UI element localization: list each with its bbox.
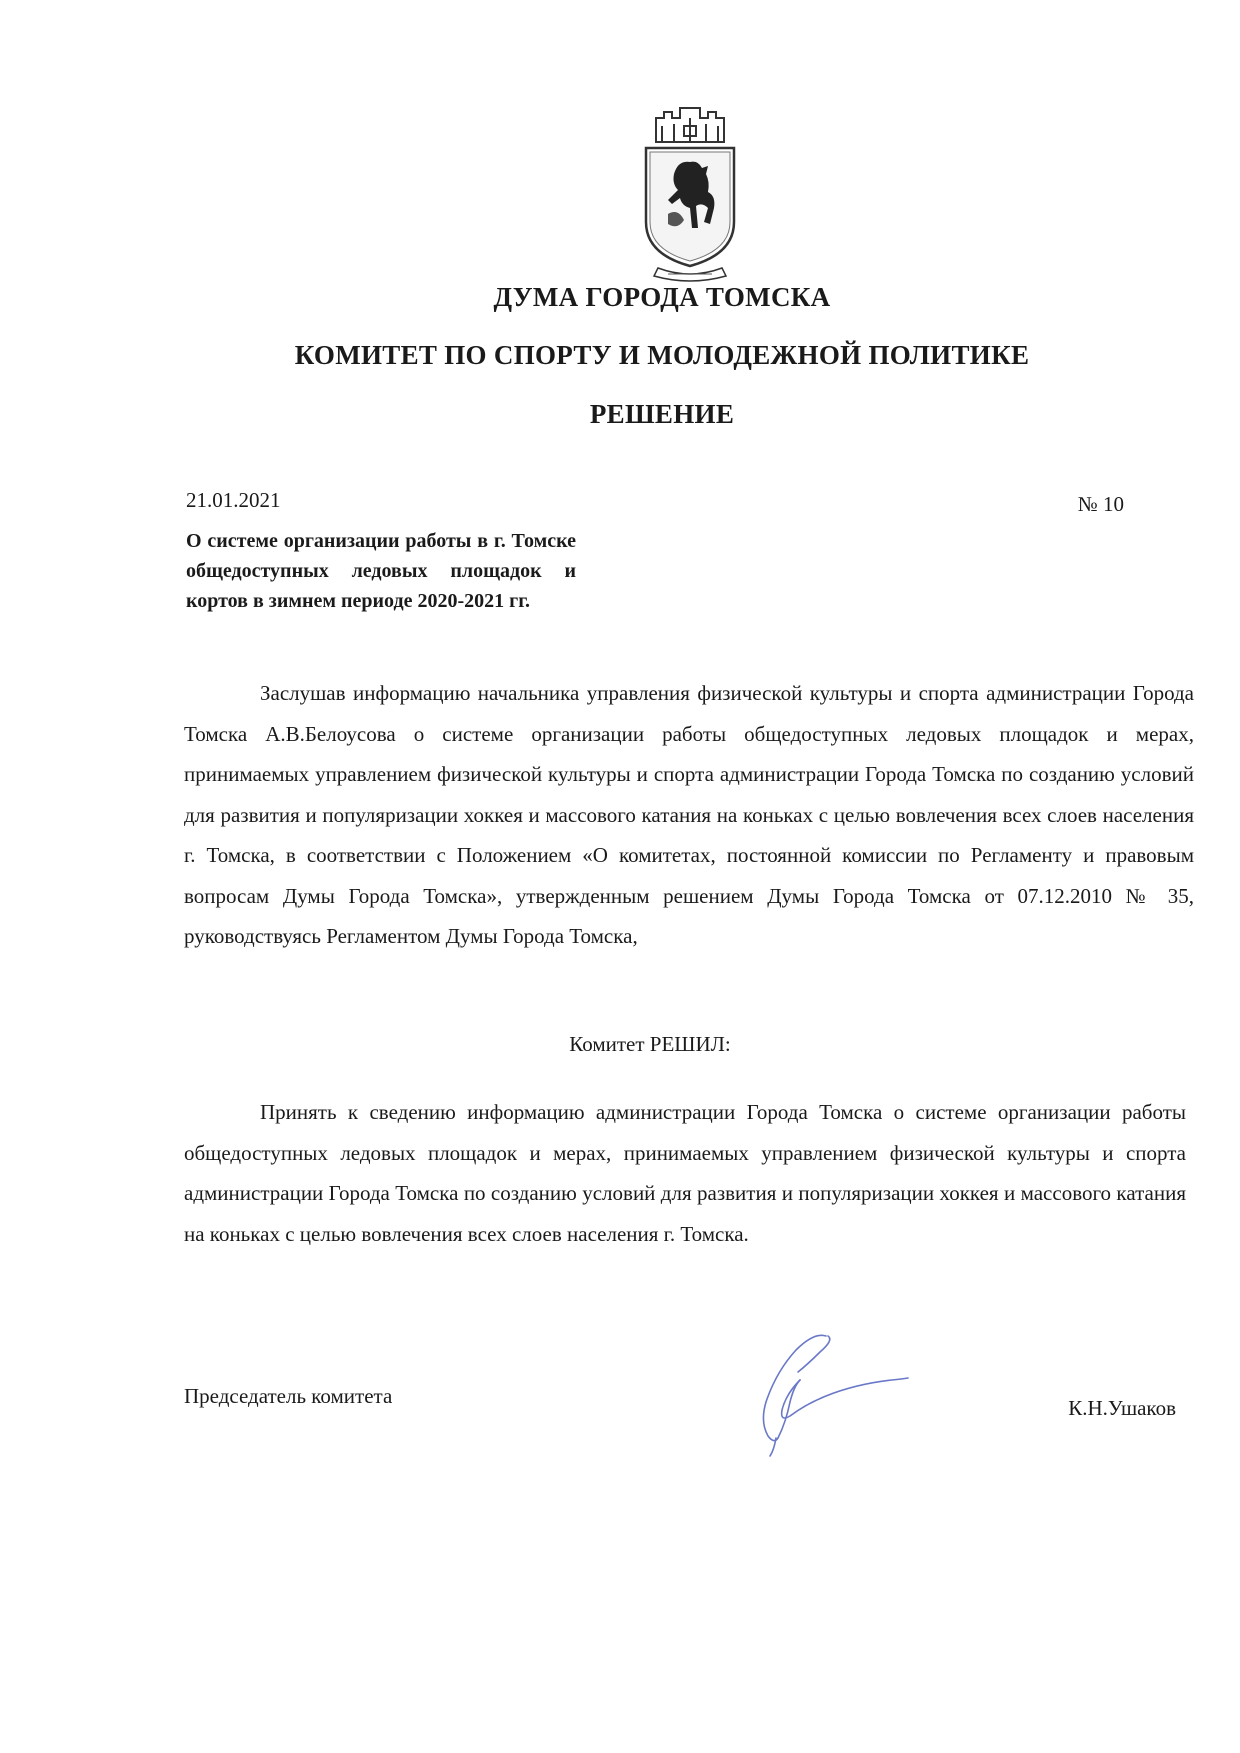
document-subject: О системе организации работы в г. Томске общедоступных ледовых площадок и кортов в зимнем периоде 2020-2021 гг. <box>186 530 576 612</box>
committee-decided: Комитет РЕШИЛ: <box>569 1032 731 1056</box>
signatory-name: К.Н.Ушаков <box>1068 1396 1176 1420</box>
duma-title: ДУМА ГОРОДА ТОМСКА <box>493 282 831 312</box>
tomsk-coat-of-arms-icon <box>638 104 742 282</box>
document-number: № 10 <box>1077 492 1124 516</box>
document-type: РЕШЕНИЕ <box>589 399 735 429</box>
handwritten-signature <box>716 1310 916 1460</box>
body-paragraph-1: Заслушав информацию начальника управления физической культуры и спорта администрации Города Томска А.В.Белоусова о системе организации работы общедоступных ледовых площадок и мерах, принимаемых управлением физической культуры и спорта администрации Города Томска по созданию условий для развития и популяризации хоккея и массового катания на коньках с целью вовлечения всех слоев населения г. Томска, в соответствии с Положением «О комитетах, постоянной комиссии по Регламенту и правовым вопросам Думы Города Томска», утвержденным решением Думы Города Томска от 07.12.2010 № 35, руководствуясь Регламентом Думы Города Томска, <box>184 681 1194 948</box>
signatory-role: Председатель комитета <box>184 1384 393 1408</box>
body-paragraph-2: Принять к сведению информацию администрации Города Томска о системе организации работы общедоступных ледовых площадок и мерах, принимаемых управлением физической культуры и спорта администрации Города Томска по созданию условий для развития и популяризации хоккея и массового катания на коньках с целью вовлечения всех слоев населения г. Томска. <box>184 1100 1186 1246</box>
document-date: 21.01.2021 <box>186 488 281 512</box>
committee-title: КОМИТЕТ ПО СПОРТУ И МОЛОДЕЖНОЙ ПОЛИТИКЕ <box>294 340 1030 370</box>
